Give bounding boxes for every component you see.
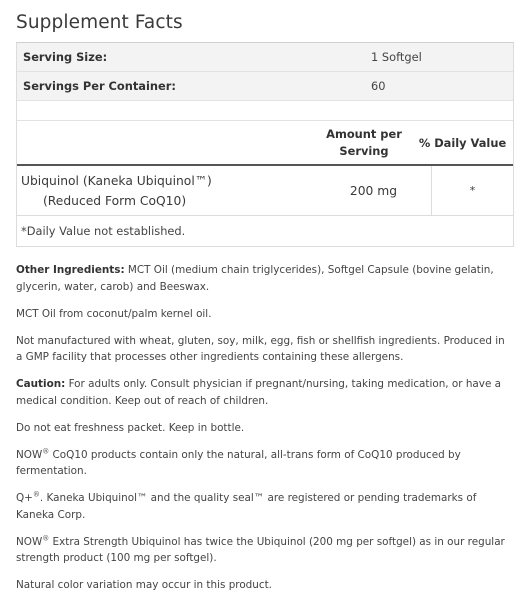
page-title: Supplement Facts (16, 12, 183, 33)
other-ingredients (16, 262, 514, 295)
freshness-note: Do not eat freshness packet. Keep in bottle. (16, 421, 245, 434)
servings-per-container-label: Servings Per Container: (23, 79, 176, 93)
strength-text: Extra Strength Ubiquinol has twice the Ubiquinol (200 mg per softgel) as in our regular strength product (100 mg per softgel). (16, 535, 505, 564)
table-spacer (17, 101, 513, 121)
trademark-note (16, 490, 514, 523)
trademark-text: . Kaneka Ubiquinol™ and the quality seal™ are registered or pending trademarks of Kaneka Corp. (16, 492, 477, 521)
nutrient-table-header (17, 121, 513, 166)
caution-label: Caution: (16, 378, 66, 390)
amount-header-line1: Amount per (326, 126, 402, 141)
amount-per-serving-header (316, 121, 412, 164)
other-ingredients-text: MCT Oil (medium chain triglycerides), Softgel Capsule (bovine gelatin, glycerin, water, carob) and Beeswax. (16, 264, 494, 293)
other-ingredients-label: Other Ingredients: (16, 264, 125, 276)
product-notes (16, 262, 514, 594)
coq10-text: CoQ10 products contain only the natural, all-trans form of CoQ10 produced by fermentation. (16, 448, 461, 477)
coq10-brand: NOW (16, 448, 43, 461)
daily-value-header: % Daily Value (418, 135, 507, 150)
strength-note (16, 534, 514, 567)
trademark-brand: Q+ (16, 492, 33, 504)
ingredient-amount: 200 mg (316, 166, 432, 215)
registered-mark: ® (42, 534, 50, 543)
caution-text: For adults only. Consult physician if pregnant/nursing, taking medication, or have a medical condition. Keep out of reach of children. (16, 378, 502, 407)
header-blank-cell (17, 121, 316, 164)
strength-brand: NOW (16, 535, 43, 548)
serving-size-value: 1 Softgel (371, 50, 422, 64)
servings-per-container-value: 60 (371, 79, 386, 93)
color-note: Natural color variation may occur in this product. (16, 579, 272, 591)
daily-value-footnote: *Daily Value not established. (21, 224, 186, 238)
mct-source: MCT Oil from coconut/palm kernel oil. (16, 307, 212, 320)
ingredient-name-line1: Ubiquinol (Kaneka Ubiquinol™) (21, 173, 212, 188)
amount-header-line2: Serving (339, 143, 389, 158)
allergen-statement: Not manufactured with wheat, gluten, soy, milk, egg, fish or shellfish ingredients. Produced in a GMP facility that processes other ingredients containing these allergens. (16, 334, 505, 363)
supplement-facts-table (16, 42, 514, 247)
ingredient-daily-value: * (469, 184, 476, 197)
caution-statement (16, 376, 514, 409)
registered-mark: ® (42, 447, 50, 456)
serving-size-label: Serving Size: (23, 50, 108, 64)
coq10-note (16, 447, 514, 480)
serving-size-row (17, 43, 513, 72)
ingredient-name-line2: (Reduced Form CoQ10) (43, 193, 187, 208)
registered-mark: ® (32, 490, 40, 499)
ingredient-row (17, 166, 513, 216)
servings-per-container-row (17, 72, 513, 101)
ingredient-name (17, 166, 316, 215)
